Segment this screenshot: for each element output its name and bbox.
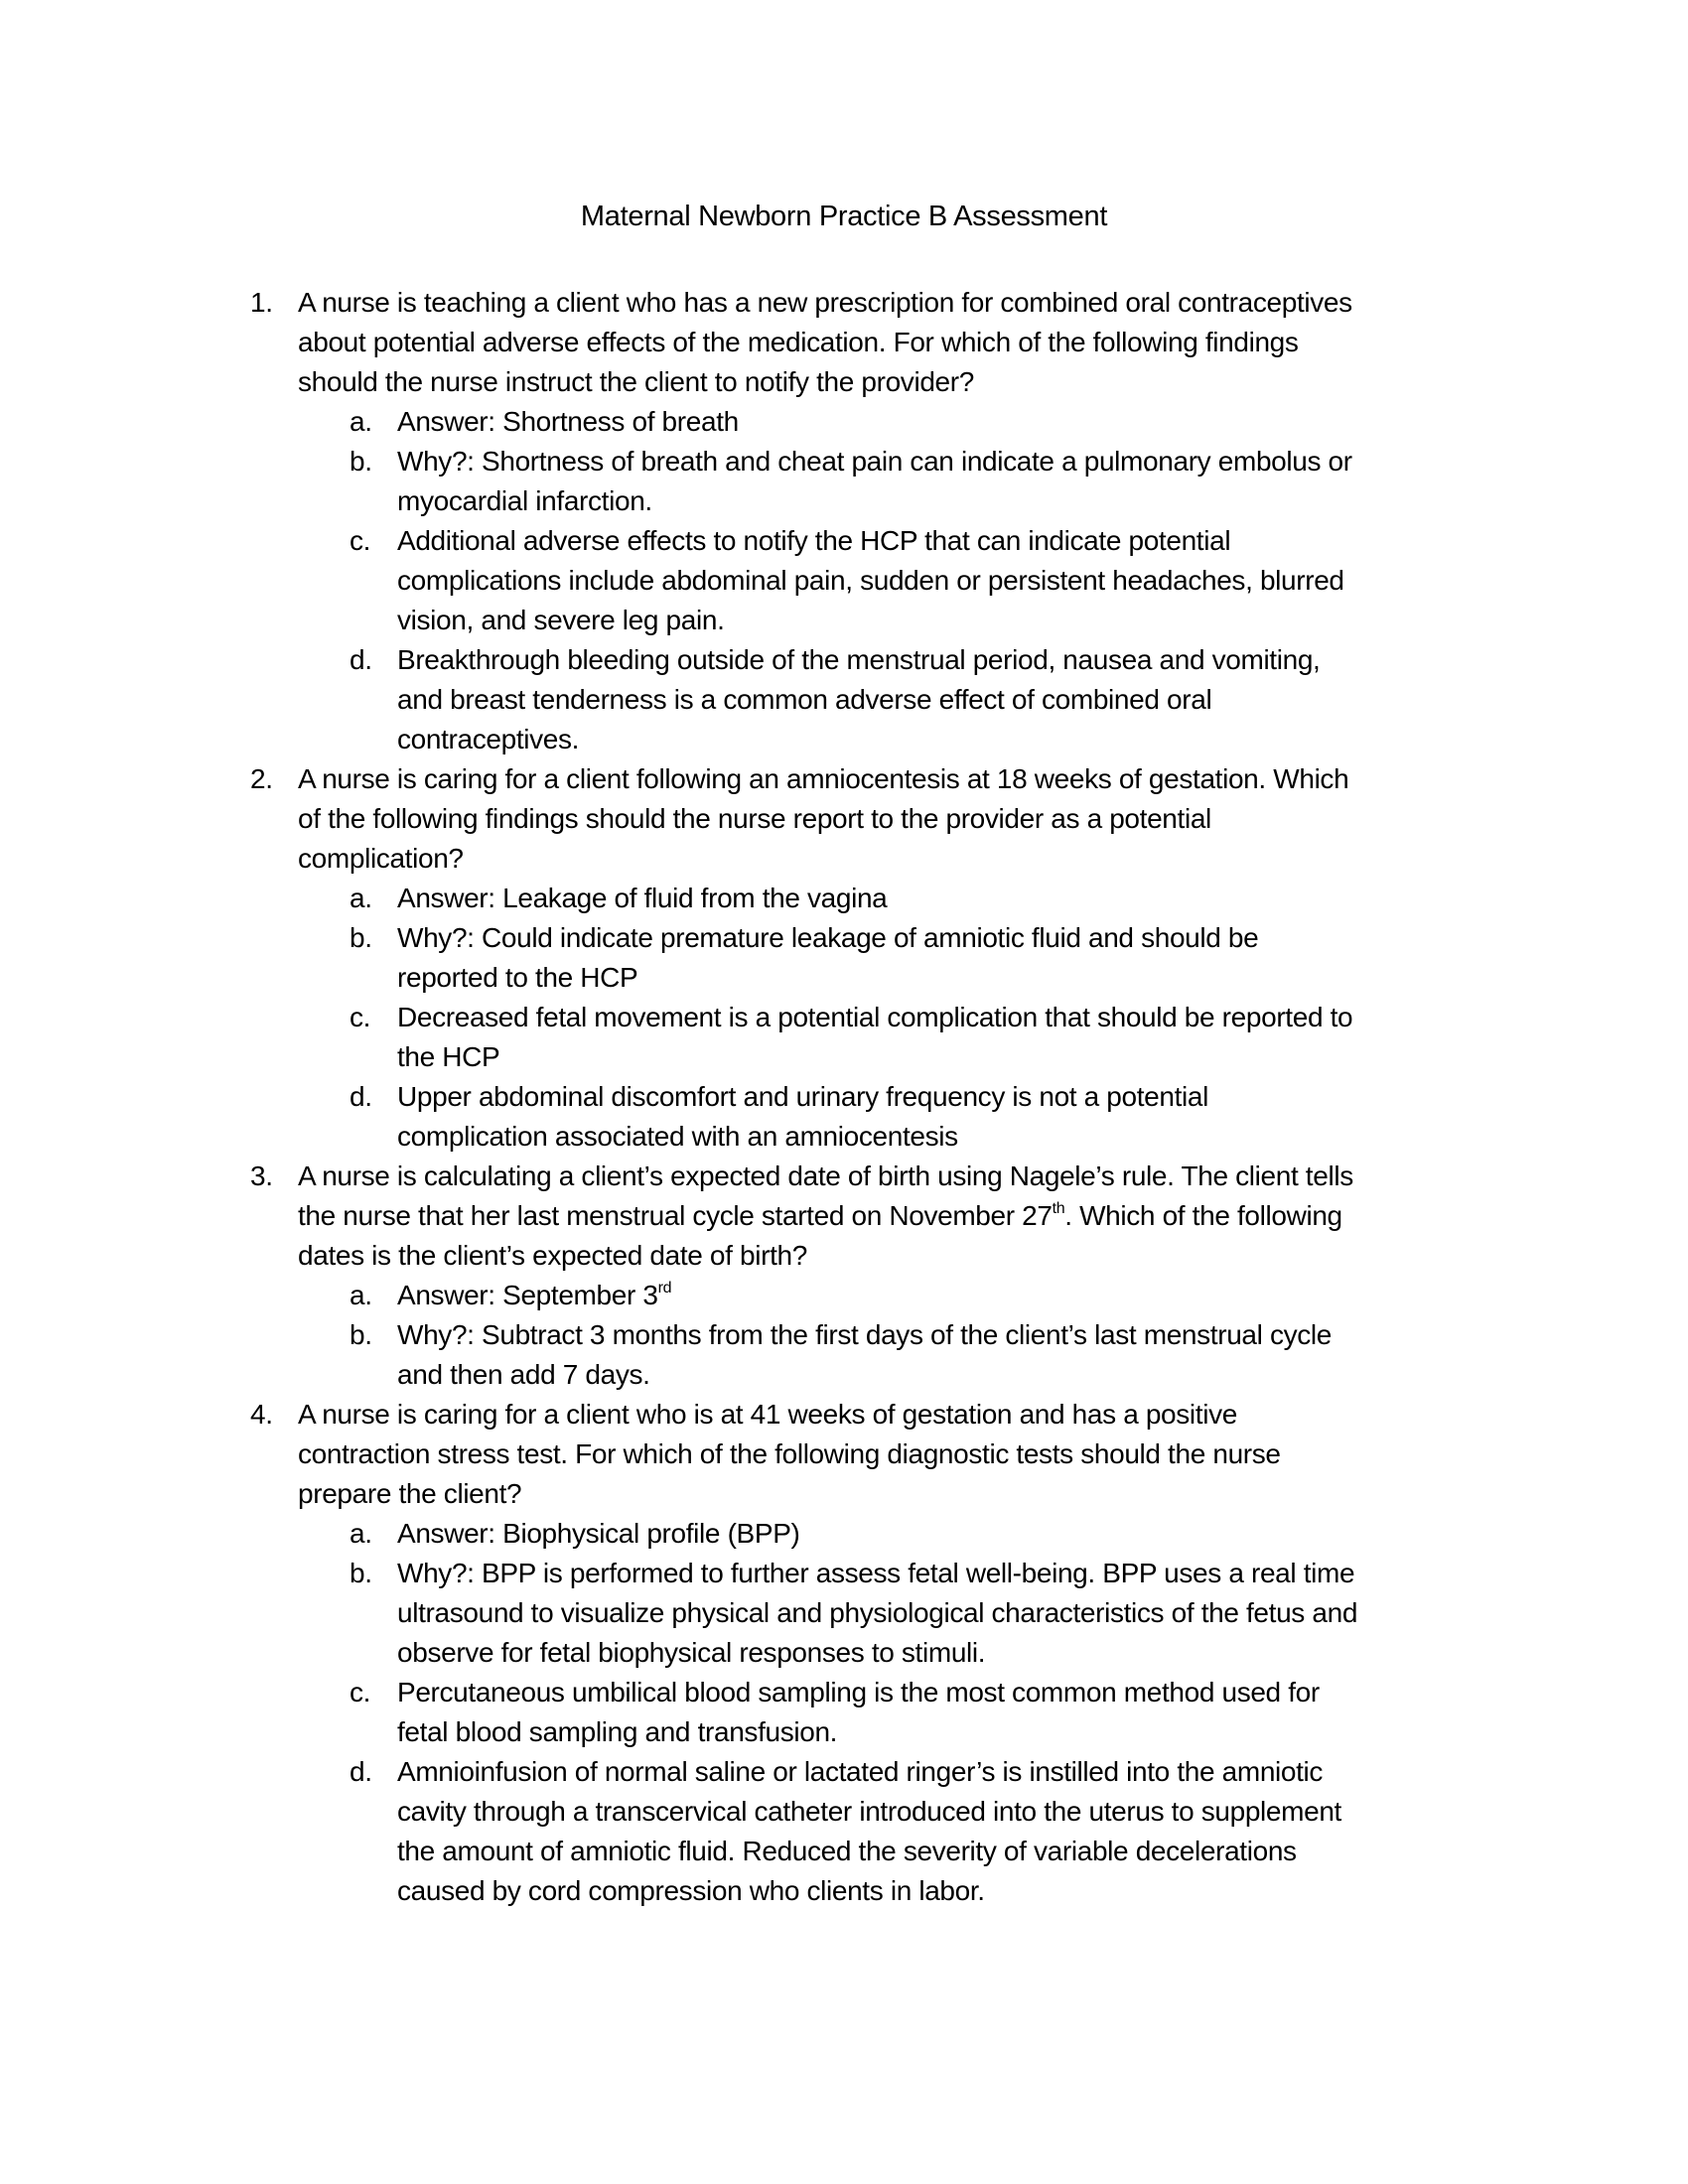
- rationale-item: [0, 1554, 1688, 1673]
- text-line: observe for fetal biophysical responses to stimuli.: [397, 1637, 986, 1668]
- text-line: Answer: Shortness of breath: [397, 406, 739, 437]
- text-line: Upper abdominal discomfort and urinary frequency is not a potential: [397, 1081, 1209, 1112]
- question-text: [298, 1395, 1509, 1514]
- subitem-letter: a.: [350, 1280, 372, 1310]
- text-line: the amount of amniotic fluid. Reduced the severity of variable decelerations: [397, 1836, 1297, 1866]
- question-number: 3.: [250, 1160, 273, 1191]
- text-line: Answer: Leakage of fluid from the vagina: [397, 883, 888, 913]
- question-list: [0, 283, 1688, 1911]
- text-line: [298, 1196, 1509, 1236]
- text-line: A nurse is caring for a client following an amniocentesis at 18 weeks of gestation. Which: [298, 763, 1349, 794]
- text-line: complication?: [298, 843, 464, 874]
- question-text: [298, 283, 1509, 402]
- note-item: [0, 640, 1688, 759]
- text-line: complications include abdominal pain, sudden or persistent headaches, blurred: [397, 565, 1344, 596]
- text-line: Amnioinfusion of normal saline or lactated ringer’s is instilled into the amniotic: [397, 1756, 1324, 1787]
- subitem-letter: c.: [350, 525, 371, 556]
- text-line: Why?: Could indicate premature leakage of amniotic fluid and should be: [397, 922, 1259, 953]
- text-line: Decreased fetal movement is a potential complication that should be reported to: [397, 1002, 1353, 1032]
- subitem-letter: d.: [350, 644, 372, 675]
- note-item: [0, 1077, 1688, 1157]
- text-line: about potential adverse effects of the medication. For which of the following findings: [298, 327, 1299, 357]
- subitem-letter: b.: [350, 1319, 372, 1350]
- answer-item: [0, 1514, 1688, 1554]
- answer-item: [0, 1276, 1688, 1315]
- text-line: complication associated with an amniocentesis: [397, 1121, 958, 1152]
- rationale-item: [0, 442, 1688, 521]
- text-line: A nurse is caring for a client who is at 41 weeks of gestation and has a positive: [298, 1399, 1237, 1430]
- subitem-letter: c.: [350, 1002, 371, 1032]
- subitem-letter: c.: [350, 1677, 371, 1707]
- answer-item: [0, 879, 1688, 918]
- question-number: 4.: [250, 1399, 273, 1430]
- text-line: vision, and severe leg pain.: [397, 605, 725, 635]
- text-line: ultrasound to visualize physical and physiological characteristics of the fetus and: [397, 1597, 1358, 1628]
- text-line: dates is the client’s expected date of birth?: [298, 1240, 807, 1271]
- subitem-letter: d.: [350, 1756, 372, 1787]
- text-line: prepare the client?: [298, 1478, 522, 1509]
- question-3: [0, 1157, 1688, 1395]
- subitem-letter: b.: [350, 1558, 372, 1588]
- subitem-letter: a.: [350, 883, 372, 913]
- text-segment: the nurse that her last menstrual cycle started on November 27: [298, 1200, 1053, 1231]
- text-line: A nurse is calculating a client’s expected date of birth using Nagele’s rule. The client tells: [298, 1160, 1353, 1191]
- text-line: the HCP: [397, 1041, 500, 1072]
- ordinal-superscript: th: [1052, 1200, 1065, 1217]
- text-line: contraceptives.: [397, 724, 580, 754]
- text-line: [397, 1276, 1509, 1315]
- document-title: Maternal Newborn Practice B Assessment: [580, 201, 1108, 232]
- text-line: Breakthrough bleeding outside of the menstrual period, nausea and vomiting,: [397, 644, 1321, 675]
- text-line: Percutaneous umbilical blood sampling is the most common method used for: [397, 1677, 1320, 1707]
- text-line: caused by cord compression who clients in labor.: [397, 1875, 985, 1906]
- text-line: reported to the HCP: [397, 962, 638, 993]
- text-line: myocardial infarction.: [397, 485, 652, 516]
- rationale-item: [0, 1315, 1688, 1395]
- subitem-letter: a.: [350, 406, 372, 437]
- text-line: should the nurse instruct the client to notify the provider?: [298, 366, 974, 397]
- text-line: and breast tenderness is a common adverse effect of combined oral: [397, 684, 1212, 715]
- note-item: [0, 521, 1688, 640]
- text-line: fetal blood sampling and transfusion.: [397, 1716, 838, 1747]
- text-line: and then add 7 days.: [397, 1359, 650, 1390]
- subitem-letter: b.: [350, 922, 372, 953]
- text-line: Answer: Biophysical profile (BPP): [397, 1518, 800, 1549]
- rationale-item: [0, 918, 1688, 998]
- question-text: [298, 1157, 1509, 1276]
- ordinal-superscript: rd: [657, 1280, 672, 1297]
- question-4: [0, 1395, 1688, 1911]
- subitem-letter: b.: [350, 446, 372, 477]
- subitem-letter: d.: [350, 1081, 372, 1112]
- text-line: cavity through a transcervical catheter introduced into the uterus to supplement: [397, 1796, 1341, 1827]
- answer-item: [0, 402, 1688, 442]
- question-number: 2.: [250, 763, 273, 794]
- text-line: contraction stress test. For which of the following diagnostic tests should the nurse: [298, 1438, 1281, 1469]
- text-segment: Answer: September 3: [397, 1280, 658, 1310]
- text-segment: . Which of the following: [1064, 1200, 1342, 1231]
- note-item: [0, 1752, 1688, 1911]
- text-line: A nurse is teaching a client who has a new prescription for combined oral contraceptives: [298, 287, 1352, 318]
- question-number: 1.: [250, 287, 273, 318]
- question-1: [0, 283, 1688, 759]
- text-line: Additional adverse effects to notify the HCP that can indicate potential: [397, 525, 1231, 556]
- subitem-letter: a.: [350, 1518, 372, 1549]
- question-text: [298, 759, 1509, 879]
- note-item: [0, 998, 1688, 1077]
- text-line: of the following findings should the nurse report to the provider as a potential: [298, 803, 1211, 834]
- note-item: [0, 1673, 1688, 1752]
- question-2: [0, 759, 1688, 1157]
- text-line: Why?: Shortness of breath and cheat pain can indicate a pulmonary embolus or: [397, 446, 1352, 477]
- text-line: Why?: Subtract 3 months from the first days of the client’s last menstrual cycle: [397, 1319, 1332, 1350]
- text-line: Why?: BPP is performed to further assess fetal well-being. BPP uses a real time: [397, 1558, 1355, 1588]
